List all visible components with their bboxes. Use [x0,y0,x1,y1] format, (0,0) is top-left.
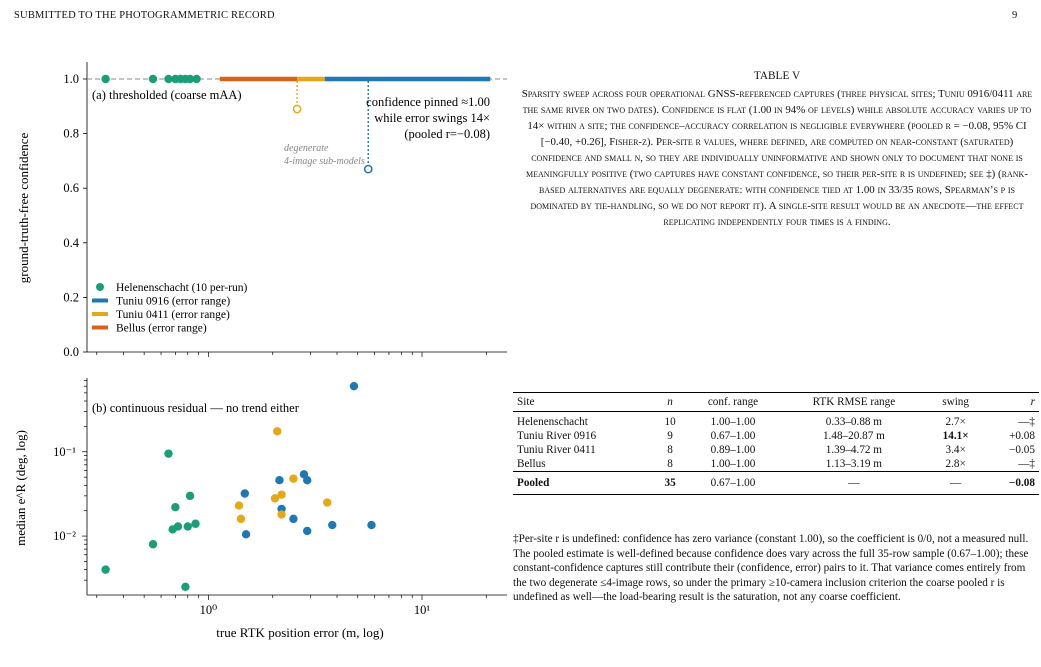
helenenschacht-point [101,75,109,83]
page-number: 9 [1012,10,1018,21]
col-site: Site [513,393,655,412]
cell-rmse: 1.48–20.87 m [822,430,885,442]
residual-point [367,521,375,529]
legend-label: Helenenschacht (10 per-run) [116,282,248,294]
figure [0,0,512,667]
col-conf-range: conf. range [686,393,781,412]
cell-n: 8 [667,458,673,470]
cell-site: Tuniu River 0916 [517,430,597,442]
residual-point [328,521,336,529]
helenenschacht-point [149,75,157,83]
running-header: SUBMITTED TO THE PHOTOGRAMMETRIC RECORD [14,10,275,21]
residual-point [171,503,179,511]
cell-conf: 0.67–1.00 [686,472,781,495]
residual-point [164,449,172,457]
panel-a-ylabel: ground-truth-free confidence [16,132,31,284]
panel-b-ylabel: median e^R (deg, log) [13,430,28,546]
cell-site: Bellus [517,458,546,470]
panel-b-xtick-label: 10¹ [413,603,431,617]
panel-a-ytick-label: 1.0 [63,72,79,86]
table-title: TABLE V [753,70,801,82]
residual-point [186,492,194,500]
annotation-degenerate-1: degenerate [284,143,329,154]
cell-rmse: 0.33–0.88 m [825,416,882,428]
annotation-pinned-2: while error swings 14× [374,111,490,125]
cell-conf: 0.67–1.00 [710,430,756,442]
residual-point [242,530,250,538]
helenenschacht-point [192,75,200,83]
cell-r: −0.08 [984,472,1039,495]
residual-point [101,565,109,573]
panel-b-ytick-label: 10⁻¹ [53,444,76,459]
cell-conf: 0.89–1.00 [710,444,756,456]
residual-point [277,490,285,498]
residual-point [191,520,199,528]
panel-a [16,62,507,359]
panel-a-ytick-label: 0.6 [63,181,79,196]
col-n: n [655,393,686,412]
panel-a-ytick-label: 0.0 [63,345,79,359]
outlier-point [293,105,300,112]
panel-b [13,378,507,640]
cell-swing: 2.7× [945,416,966,428]
cell-r: −0.05 [1009,444,1035,456]
outlier-point [365,165,372,172]
residual-point [289,515,297,523]
residual-point [241,489,249,497]
cell-site: Pooled [513,472,655,495]
legend-label: Bellus (error range) [116,322,207,335]
col-swing: swing [927,393,983,412]
cell-rmse: 1.13–3.19 m [825,458,882,470]
panel-b-label: (b) continuous residual — no trend either [92,401,299,415]
table-row [513,412,1039,430]
cell-r: +0.08 [1009,430,1035,442]
panel-a-label: (a) thresholded (coarse mAA) [92,88,242,102]
annotation-degenerate-2: 4-image sub-models [284,156,365,167]
cell-conf: 1.00–1.00 [710,416,756,428]
residual-point [237,515,245,523]
cell-swing: 2.8× [945,458,966,470]
legend-label: Tuniu 0411 (error range) [116,309,230,321]
cell-rmse: 1.39–4.72 m [825,444,882,456]
cell-n: 35 [655,472,686,495]
residual-point [174,522,182,530]
col-r: r [984,393,1039,412]
panel-b-ytick-label: 10⁻² [53,529,76,544]
panel-a-ytick-label: 0.2 [63,290,79,305]
cell-swing: 14.1× [942,430,969,442]
cell-n: 9 [667,430,673,442]
annotation-pinned-3: (pooled r=−0.08) [404,127,490,141]
table-row [513,429,1039,443]
cell-n: 10 [664,416,676,428]
panel-a-ytick-label: 0.8 [63,126,79,141]
legend-label: Tuniu 0916 (error range) [116,295,231,308]
panel-b-xlabel: true RTK position error (m, log) [216,625,384,640]
residual-point [289,474,297,482]
table-header-row [513,393,1039,412]
cell-conf: 1.00–1.00 [710,458,756,470]
residual-point [184,522,192,530]
residual-point [149,540,157,548]
col-rmse-range: RTK RMSE range [780,393,927,412]
cell-n: 8 [667,444,673,456]
residual-point [181,583,189,591]
residual-point [235,501,243,509]
table-footnote: ‡Per-site r is undefined: confidence has zero variance (constant 1.00), so the coefficient is 0/0, not a measured null. The pooled estimate is well-defined because confidence does vary across the full 35-row sample (0.67–1.00); these constant-confidence captures still contribute their (confidence, error) pairs to it. That variance comes entirely from the two degenerate ≤4-image rows, so under the primary ≥10-camera inclusion criterion the coarse pooled r is undefined as well—the load-bearing result is the saturation, not any coarse coefficient. [513,533,1029,604]
residual-point [277,510,285,518]
cell-r: —‡ [1018,416,1035,428]
annotation-pinned-1: confidence pinned ≈1.00 [366,95,490,109]
residual-point [303,527,311,535]
residual-point [323,498,331,506]
table-row [513,457,1039,472]
legend [92,282,247,335]
cell-r: —‡ [1018,458,1035,470]
results-table [513,392,1039,495]
cell-site: Tuniu River 0411 [517,444,596,456]
cell-swing: 3.4× [945,444,966,456]
panel-a-ytick-label: 0.4 [63,235,79,250]
cell-site: Helenenschacht [517,416,588,428]
legend-marker-dot [96,283,104,291]
residual-point [275,476,283,484]
residual-point [350,382,358,390]
table-caption: Sparsity sweep across four operational GNSS-referenced captures (three physical sites; Tuniu 0916/0411 are the same river on two dates). Confidence is flat (1.00 in 94% of levels) while absolute accuracy varies up to 14× within a site; the confidence–accuracy correlation is negligible everywhere (pooled r = −0.08, 95% CI [−0.40, +0.26], Fisher-z). Per-site r values, where defined, are computed on near-constant (saturated) confidence and small n, so they are individually uninformative and shown only to document that none is meaningfully positive (two captures have constant confidence, so their per-site r is undefined; see ‡) (rank-based alternatives are equally degenerate: with confidence tied at 1.00 in 33/35 rows, Spearman’s ρ is dominated by tie-handling, so we do not report it). A single-site result would be an anecdote—the effect replicating independently four times is a finding. [521,88,1033,228]
residual-point [303,476,311,484]
residual-point [273,427,281,435]
cell-rmse: — [780,472,927,495]
table-row [513,443,1039,457]
cell-swing: — [927,472,983,495]
panel-b-xtick-label: 10⁰ [199,603,218,617]
table-row-pooled [513,472,1039,495]
